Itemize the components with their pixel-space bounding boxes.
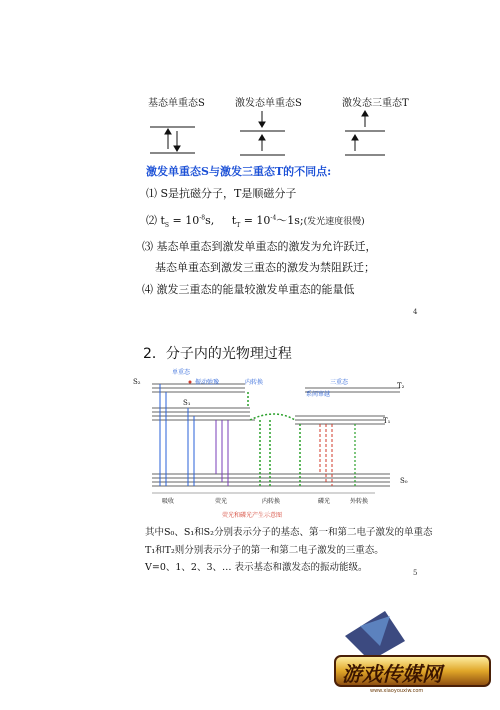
watermark-text: 游戏传媒网	[342, 662, 442, 686]
phos-label: 磷光	[318, 498, 331, 505]
section-title: 2．分子内的光物理过程	[143, 346, 292, 362]
isc-label: 系间窜越	[306, 391, 331, 398]
desc-line-2: T₁和T₂则分别表示分子的第一和第二电子激发的三重态。	[145, 545, 384, 556]
internal-label: 内转换	[245, 379, 264, 386]
absorb-label: 吸收	[162, 498, 175, 505]
diagram-caption: 荧光和磷光产生示意图	[222, 512, 283, 519]
excited-singlet-label: 激发态单重态S	[235, 98, 302, 109]
t2-label: T₂	[397, 382, 405, 390]
s1-label: S₁	[183, 399, 191, 407]
site-watermark-logo	[330, 606, 495, 706]
fluor-label: 荧光	[215, 498, 228, 505]
point-3-cont: 基态单重态到激发三重态的激发为禁阻跃迁；	[155, 261, 375, 274]
spin-state-diagrams	[140, 105, 400, 165]
t1-label: T₁	[383, 417, 391, 425]
int-conv-bottom-label: 内转换	[262, 498, 281, 505]
excited-triplet-label: 激发态三重态T	[342, 98, 409, 109]
desc-line-3: V=0、1、2、3、… 表示基态和激发态的振动能级。	[145, 562, 368, 573]
point-3: ⑶ 基态单重态到激发单重态的激发为允许跃迁，	[142, 240, 377, 253]
singlet-top-label: 单重态	[172, 369, 191, 376]
page-number-1: 4	[413, 308, 418, 316]
s2-label: S₂	[133, 378, 141, 386]
ground-singlet-label: 基态单重态S	[148, 98, 205, 109]
excited-singlet-diagram	[240, 111, 285, 155]
watermark-url: www.xiaoyouxiw.com	[370, 688, 424, 694]
ext-conv-label: 外转换	[350, 498, 369, 505]
point-4: ⑷ 激发三重态的能量较激发单重态的能量低	[142, 283, 355, 296]
point-1: ⑴ S是抗磁分子，T是顺磁分子	[146, 187, 297, 200]
point-2: ⑵ $t_S = 10^{-8}s$, $t_T$ = $10^{-4}\sim 1s$;(发光速度很慢)	[146, 214, 365, 230]
desc-line-1: 其中S₀、S₁和S₂分别表示分子的基态、第一和第二电子激发的单重态	[145, 527, 433, 538]
triplet-label: 三重态	[330, 379, 349, 386]
page-number-2: 5	[413, 569, 418, 577]
s0-label: S₀	[400, 477, 408, 485]
excited-triplet-diagram	[345, 111, 385, 155]
vib-relax-label: 振动弛豫	[195, 379, 220, 386]
ground-singlet-diagram	[150, 127, 195, 153]
difference-heading: 激发单重态S与激发三重态T的不同点:	[146, 165, 332, 178]
